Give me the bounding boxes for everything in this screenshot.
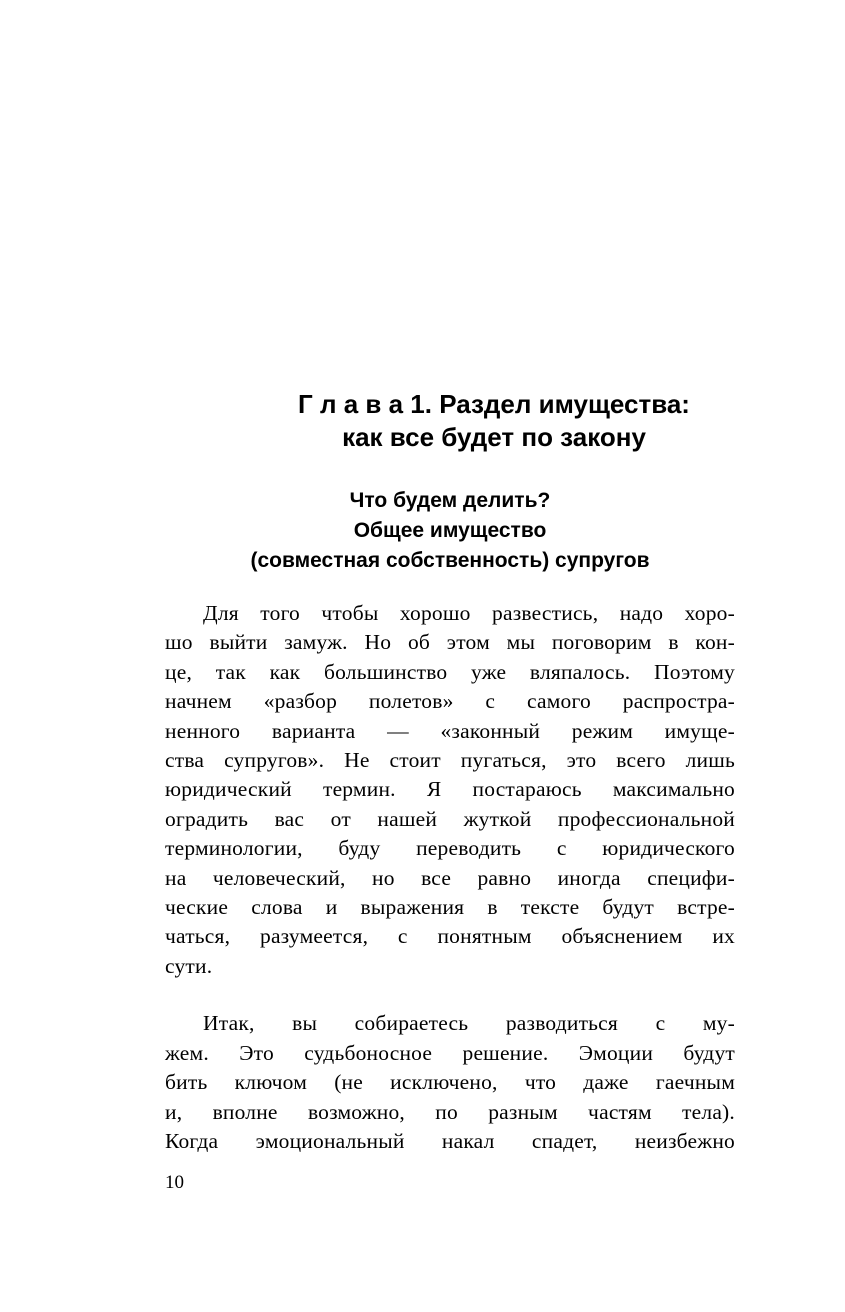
body-text-line: бить ключом (не исключено, что даже гаечным [165,1070,735,1095]
body-text-line: ства супругов». Не стоит пугаться, это всего лишь [165,748,735,773]
body-text-line: шо выйти замуж. Но об этом мы поговорим в кон- [165,630,735,655]
body-text-line: сути. [165,953,213,978]
text-column [165,0,735,1194]
section-title-line-3: (совместная собственность) супругов [250,549,650,572]
chapter-title-line-1: Г л а в а 1. Раздел имущества: [298,389,690,419]
section-title [165,486,735,576]
body-text-line: ненного варианта — «законный режим имуще- [165,718,735,743]
body-text-line: терминологии, буду переводить с юридического [165,836,735,861]
body-text-line: юридический термин. Я постараюсь максимально [165,777,735,802]
chapter-title-line-2: как все будет по закону [342,422,646,452]
body-text-line: ческие слова и выражения в тексте будут встре- [165,895,735,920]
body-text-line: це, так как большинство уже вляпалось. Поэтому [165,659,735,684]
page-number: 10 [165,1172,184,1194]
paragraph-1 [165,599,735,981]
body-text-line: на человеческий, но все равно иногда специфи- [165,865,735,890]
body-text-line: Когда эмоциональный накал спадет, неизбежно [165,1128,735,1153]
body-text-line: жем. Это судьбоносное решение. Эмоции будут [165,1040,735,1065]
body-text-line: начнем «разбор полетов» с самого распростра- [165,689,735,714]
section-title-line-2: Общее имущество [353,519,547,542]
body-text-line: Итак, вы собираетесь разводиться с му- [203,1011,735,1036]
paragraph-2 [165,1009,735,1156]
chapter-title [253,388,735,454]
body-text-line: чаться, разумеется, с понятным объяснением их [165,924,735,949]
body-text-line: Для того чтобы хорошо развестись, надо хоро- [203,601,735,625]
section-title-line-1: Что будем делить? [349,489,551,512]
body-text-line: и, вполне возможно, по разным частям тела). [165,1099,735,1124]
body-text-line: оградить вас от нашей жуткой профессиональной [165,806,735,831]
